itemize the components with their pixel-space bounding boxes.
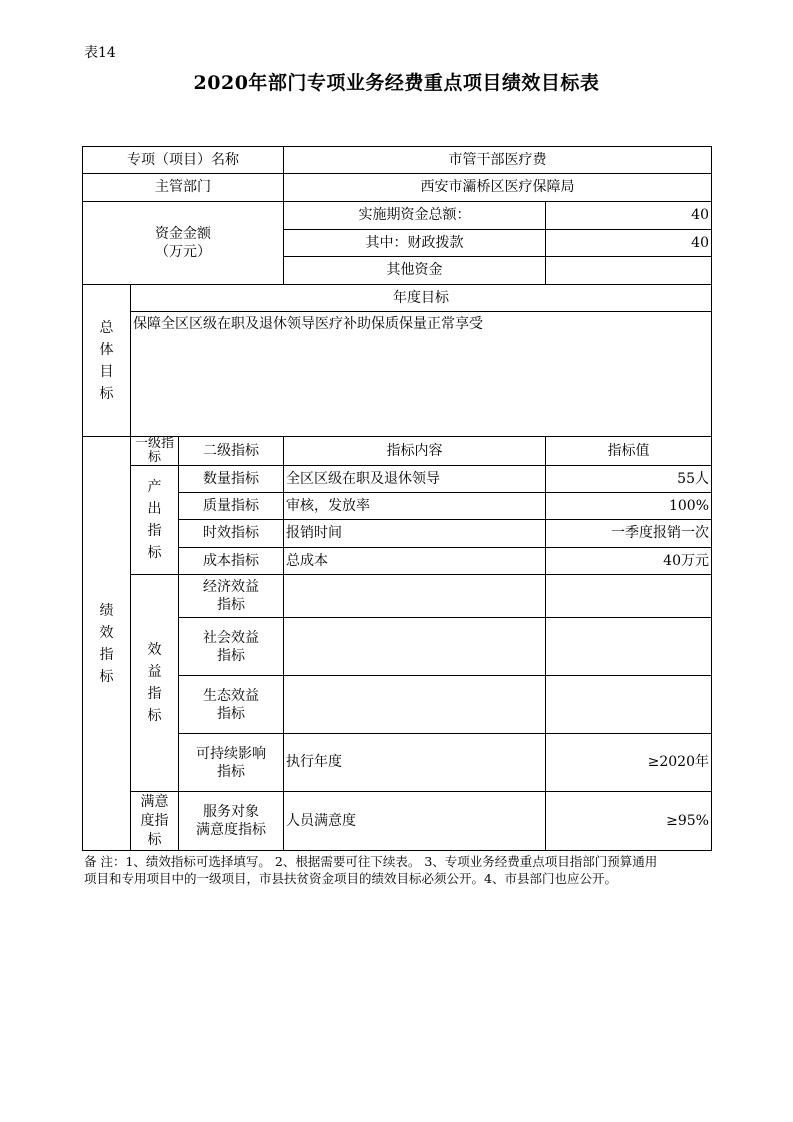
- footnote-line2: 项目和专用项目中的一级项目，市县扶贫资金项目的绩效目标必须公开。4、市县部门也应公开。: [84, 871, 617, 886]
- satisfaction-row: [83, 792, 712, 851]
- satisfaction-char: 标: [147, 831, 162, 848]
- footnote: [84, 853, 714, 887]
- annual-goal-label: 年度目标: [131, 285, 712, 312]
- output-row: [83, 466, 712, 493]
- benefit-indicator-name: [179, 676, 284, 734]
- output-indicator-name: 质量指标: [179, 493, 284, 520]
- funds-label: [83, 202, 284, 285]
- benefit-name-line2: 指标: [217, 597, 245, 613]
- annual-goal-text: 保障全区区级在职及退休领导医疗补助保质保量正常享受: [131, 312, 712, 437]
- overall-goal-side-label: [83, 285, 131, 437]
- header-level1: 一级指标: [131, 437, 179, 466]
- header-content: 指标内容: [284, 437, 546, 466]
- department-value: 西安市灞桥区医疗保障局: [284, 174, 712, 202]
- header-value: 指标值: [546, 437, 712, 466]
- output-char: 指: [147, 523, 162, 539]
- footnote-line1: 备 注：1、绩效指标可选择填写。 2、根据需要可往下续表。 3、专项业务经费重点项目指部门预算通用: [84, 854, 658, 869]
- benefit-indicator-value: [546, 676, 712, 734]
- benefit-name-line1: 可持续影响: [196, 745, 266, 762]
- benefit-char: 标: [147, 708, 162, 724]
- benefit-indicator-content: 执行年度: [284, 734, 546, 792]
- output-indicator-content: 报销时间: [284, 520, 546, 548]
- benefit-name-line2: 指标: [217, 647, 245, 664]
- performance-char: 效: [99, 624, 114, 641]
- satisfaction-name-line1: 服务对象: [203, 804, 259, 820]
- project-name-value: 市管干部医疗费: [284, 147, 712, 174]
- annual-goal-row: [83, 312, 712, 437]
- overall-char: 目: [99, 363, 114, 380]
- benefit-indicator-content: [284, 618, 546, 676]
- satisfaction-char: 度指: [140, 812, 169, 829]
- funds-other-label: 其他资金: [284, 257, 546, 285]
- benefit-indicator-value: [546, 575, 712, 618]
- funds-label-line2: （万元）: [155, 244, 211, 260]
- benefit-name-line1: 经济效益: [203, 579, 259, 595]
- benefit-indicator-content: [284, 676, 546, 734]
- project-name-label: 专项（项目）名称: [83, 147, 284, 174]
- funds-total-row: [83, 202, 712, 230]
- funds-total-value: 40: [546, 202, 712, 230]
- performance-table: [82, 146, 711, 851]
- satisfaction-side-label: [131, 792, 179, 851]
- benefit-char: 效: [147, 642, 162, 658]
- funds-total-label: 实施期资金总额：: [284, 202, 546, 230]
- benefit-char: 益: [147, 664, 162, 680]
- benefit-indicator-name: [179, 575, 284, 618]
- benefit-indicator-name: [179, 734, 284, 792]
- funds-other-value: [546, 257, 712, 285]
- performance-char: 指: [99, 646, 114, 663]
- output-indicator-name: 成本指标: [179, 548, 284, 575]
- overall-char: 体: [99, 341, 114, 358]
- output-char: 出: [147, 501, 162, 517]
- table-number: 表14: [84, 45, 116, 61]
- annual-goal-header-row: [83, 285, 712, 312]
- output-char: 标: [147, 545, 162, 561]
- output-indicator-value: 100%: [546, 493, 712, 520]
- indicator-header-row: [83, 437, 712, 466]
- benefit-name-line1: 社会效益: [203, 629, 259, 646]
- overall-char: 标: [99, 385, 114, 402]
- benefit-name-line2: 指标: [217, 763, 245, 780]
- output-indicator-content: 审核，发放率: [284, 493, 546, 520]
- header-level2: 二级指标: [179, 437, 284, 466]
- project-name-row: [83, 147, 712, 174]
- output-indicator-content: 总成本: [284, 548, 546, 575]
- benefit-indicator-name: [179, 618, 284, 676]
- benefit-indicator-value: [546, 618, 712, 676]
- output-indicator-value: 55人: [546, 466, 712, 493]
- performance-char: 标: [99, 668, 114, 685]
- satisfaction-indicator-name: [179, 792, 284, 851]
- benefit-name-line2: 指标: [217, 705, 245, 722]
- satisfaction-indicator-content: 人员满意度: [284, 792, 546, 851]
- output-char: 产: [147, 479, 162, 495]
- funds-fiscal-value: 40: [546, 230, 712, 257]
- output-indicator-content: 全区区级在职及退休领导: [284, 466, 546, 493]
- overall-char: 总: [99, 319, 114, 336]
- benefit-char: 指: [147, 686, 162, 702]
- funds-label-line1: 资金金额: [155, 226, 211, 242]
- output-indicator-value: 40万元: [546, 548, 712, 575]
- output-indicator-name: 时效指标: [179, 520, 284, 548]
- funds-fiscal-label: 其中：财政拨款: [284, 230, 546, 257]
- performance-char: 绩: [99, 602, 114, 619]
- output-side-label: [131, 466, 179, 575]
- performance-side-label: [83, 437, 131, 851]
- output-indicator-value: 一季度报销一次: [546, 520, 712, 548]
- benefit-row: [83, 575, 712, 618]
- benefit-name-line1: 生态效益: [203, 687, 259, 704]
- benefit-side-label: [131, 575, 179, 792]
- benefit-indicator-value: ≥2020年: [546, 734, 712, 792]
- benefit-indicator-content: [284, 575, 546, 618]
- output-indicator-name: 数量指标: [179, 466, 284, 493]
- department-row: [83, 174, 712, 202]
- satisfaction-name-line2: 满意度指标: [196, 822, 266, 838]
- department-label: 主管部门: [83, 174, 284, 202]
- page-title: 2020年部门专项业务经费重点项目绩效目标表: [193, 72, 600, 94]
- satisfaction-indicator-value: ≥95%: [546, 792, 712, 851]
- satisfaction-char: 满意: [140, 793, 169, 810]
